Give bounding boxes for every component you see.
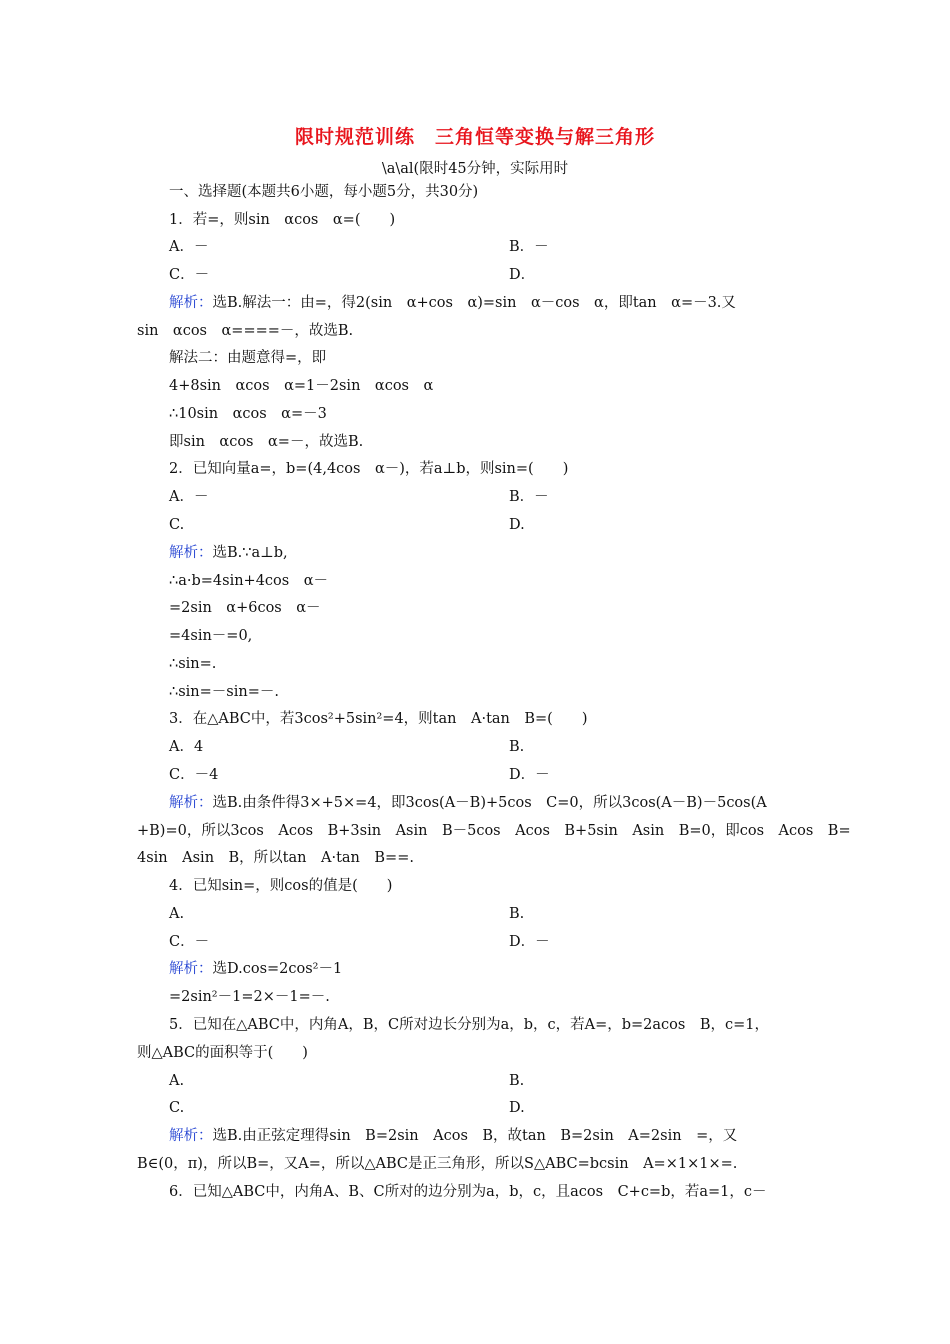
option-a: A. [169, 1073, 185, 1089]
solution-line: 解析：选D.cos=2cos²－1 [169, 961, 343, 977]
option-c: C. [169, 517, 185, 533]
option-b: B. [509, 1073, 525, 1089]
option-c: C. [169, 1100, 185, 1116]
question-4: 4．已知sin=，则cos的值是( ) [169, 878, 393, 894]
option-d: D. [509, 517, 525, 533]
solution-line: 即sin αcos α=－，故选B. [169, 434, 364, 450]
option-b: B. [509, 739, 525, 755]
solution-line: ∴a·b=4sin+4cos α－ [169, 573, 329, 589]
solution-line: B∈(0，π)，所以B=，又A=，所以△ABC是正三角形，所以S△ABC=bcsin A=×1×1×=. [137, 1156, 738, 1172]
solution-line: 解析：选B.由条件得3×+5×=4，即3cos(A－B)+5cos C=0，所以3cos(A－B)－5cos(A [169, 795, 767, 811]
solution-line: =4sin－=0, [169, 628, 253, 644]
solution-line: ∴sin=. [169, 656, 217, 672]
option-a: A. [169, 906, 185, 922]
question-5: 5．已知在△ABC中，内角A，B，C所对边长分别为a，b，c，若A=，b=2acos B，c=1， [169, 1017, 769, 1033]
solution-line: +B)=0，所以3cos Acos B+3sin Asin B－5cos Acos B+5sin Asin B=0，即cos Acos B= [137, 823, 851, 839]
solution-line: 解析：选B.∵a⊥b, [169, 545, 288, 561]
option-a: A．－ [169, 239, 209, 255]
solution-label: 解析： [169, 1128, 213, 1144]
solution-label: 解析： [169, 795, 213, 811]
question-2: 2．已知向量a=，b=(4,4cos α－)，若a⊥b，则sin=( ) [169, 461, 569, 477]
solution-line: 解法二：由题意得=，即 [169, 350, 327, 366]
option-a: A．4 [169, 739, 204, 755]
option-d: D． [509, 267, 536, 283]
solution-label: 解析： [169, 545, 213, 561]
solution-line: 解析：选B.由正弦定理得sin B=2sin Acos B，故tan B=2sin A=2sin =，又 [169, 1128, 738, 1144]
question-6: 6．已知△ABC中，内角A、B、C所对的边分别为a，b，c，且acos C+c=b，若a=1，c－ [169, 1184, 767, 1200]
option-d: D. [509, 1100, 525, 1116]
solution-line: =2sin²－1=2×－1=－. [169, 989, 330, 1005]
option-a: A．－ [169, 489, 209, 505]
question-5-cont: 则△ABC的面积等于( ) [137, 1045, 308, 1061]
section-heading: 一、选择题(本题共6小题，每小题5分，共30分) [169, 184, 479, 200]
option-b: B．－ [509, 239, 549, 255]
solution-line: 解析：选B.解法一：由=，得2(sin α+cos α)=sin α－cos α，即tan α=－3.又 [169, 295, 736, 311]
option-d: D．－ [509, 934, 550, 950]
question-3: 3．在△ABC中，若3cos²+5sin²=4，则tan A·tan B=( ) [169, 711, 588, 727]
solution-line: =2sin α+6cos α－ [169, 600, 321, 616]
option-b: B. [509, 906, 525, 922]
solution-label: 解析： [169, 295, 213, 311]
solution-line: ∴sin=－sin=－. [169, 684, 279, 700]
option-c: C．－ [169, 267, 210, 283]
solution-line: ∴10sin αcos α=－3 [169, 406, 327, 422]
option-c: C．－4 [169, 767, 219, 783]
solution-line: sin αcos α====－，故选B. [137, 323, 354, 339]
option-d: D．－ [509, 767, 550, 783]
question-1: 1．若=，则sin αcos α=( ) [169, 212, 396, 228]
solution-line: 4+8sin αcos α=1－2sin αcos α [169, 378, 434, 394]
solution-line: 4sin Asin B，所以tan A·tan B==. [137, 850, 414, 866]
option-c: C．－ [169, 934, 210, 950]
time-limit-line: \a\al(限时45分钟，实际用时 [381, 161, 569, 177]
option-b: B．－ [509, 489, 549, 505]
page-title: 限时规范训练 三角恒等变换与解三角形 [294, 126, 655, 148]
solution-label: 解析： [169, 961, 213, 977]
